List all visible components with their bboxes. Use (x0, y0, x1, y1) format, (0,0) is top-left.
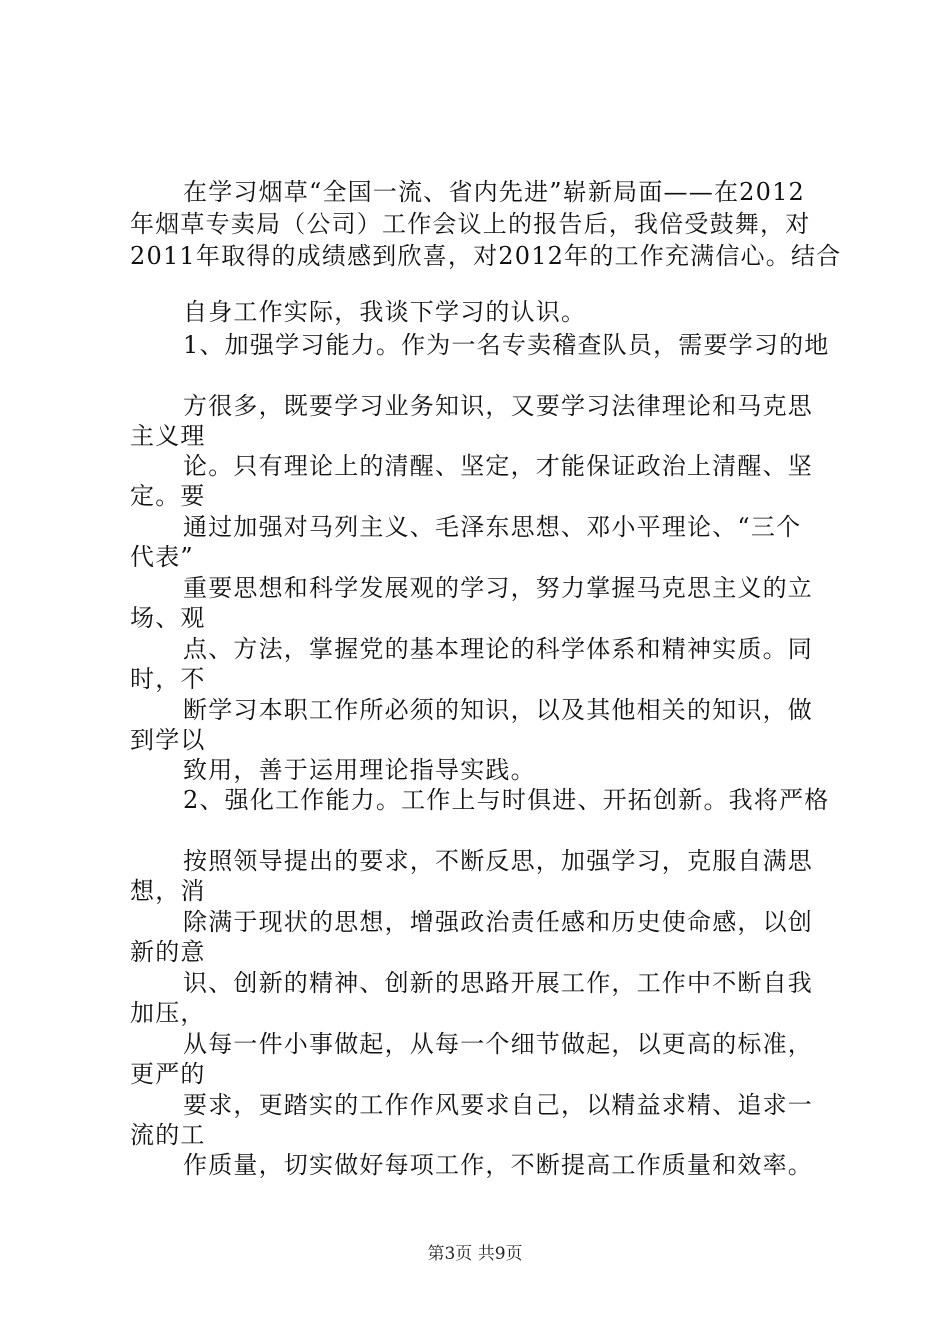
text-line: 除满于现状的思想，增强政治责任感和历史使命感，以创 (183, 908, 813, 936)
text-line: 2011年取得的成绩感到欣喜，对2012年的工作充满信心。结合 (130, 242, 842, 270)
text-line: 1、加强学习能力。作为一名专卖稽查队员，需要学习的地 (183, 331, 830, 359)
text-line: 时，不 (130, 665, 206, 693)
text-line: 年烟草专卖局（公司）工作会议上的报告后，我倍受鼓舞，对 (130, 210, 811, 238)
text-line: 在学习烟草“全国一流、省内先进”崭新局面——在2012 (183, 178, 806, 206)
text-line: 要求，更踏实的工作作风要求自己，以精益求精、追求一 (183, 1091, 813, 1119)
text-line: 从每一件小事做起，从每一个细节做起，以更高的标准， (183, 1030, 813, 1058)
text-line: 自身工作实际，我谈下学习的认识。 (183, 298, 587, 326)
text-line: 论。只有理论上的清醒、坚定，才能保证政治上清醒、坚 (183, 452, 813, 480)
text-line: 作质量，切实做好每项工作，不断提高工作质量和效率。 (183, 1151, 813, 1179)
text-line: 按照领导提出的要求，不断反思，加强学习，克服自满思 (183, 847, 813, 875)
text-line: 识、创新的精神、创新的思路开展工作，工作中不断自我 (183, 969, 813, 997)
text-line: 定。要 (130, 482, 206, 510)
text-line: 代表” (130, 543, 194, 571)
text-line: 流的工 (130, 1121, 206, 1149)
text-line: 致用，善于运用理论指导实践。 (183, 756, 536, 784)
text-line: 新的意 (130, 938, 206, 966)
text-line: 更严的 (130, 1060, 206, 1088)
text-line: 点、方法，掌握党的基本理论的科学体系和精神实质。同 (183, 635, 813, 663)
text-line: 到学以 (130, 726, 206, 754)
text-line: 想，消 (130, 877, 206, 905)
text-line: 主义理 (130, 422, 206, 450)
text-line: 方很多，既要学习业务知识，又要学习法律理论和马克思 (183, 392, 813, 420)
text-line: 通过加强对马列主义、毛泽东思想、邓小平理论、“三个 (183, 513, 802, 541)
page-number-footer: 第3页 共9页 (427, 1244, 523, 1264)
text-line: 断学习本职工作所必须的知识，以及其他相关的知识，做 (183, 696, 813, 724)
text-line: 重要思想和科学发展观的学习，努力掌握马克思主义的立 (183, 574, 813, 602)
text-line: 场、观 (130, 604, 206, 632)
text-line: 加压， (130, 999, 206, 1027)
text-line: 2、强化工作能力。工作上与时俱进、开拓创新。我将严格 (183, 786, 830, 814)
